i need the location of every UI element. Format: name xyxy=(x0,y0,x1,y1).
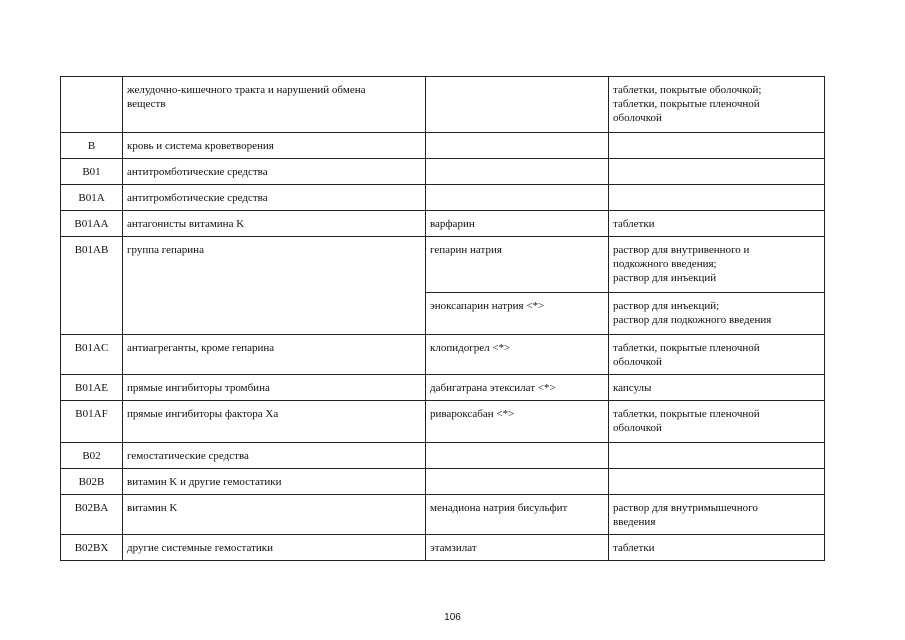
drug-name-cell xyxy=(426,185,609,211)
drug-name-cell xyxy=(426,133,609,159)
table-row xyxy=(61,443,825,469)
dosage-form-cell: капсулы xyxy=(609,375,825,401)
drug-name-cell: варфарин xyxy=(426,211,609,237)
atc-code-cell: B02BA xyxy=(61,495,123,535)
atc-code-cell: B01 xyxy=(61,159,123,185)
atc-code-cell: B02B xyxy=(61,469,123,495)
atc-group-name-cell: антагонисты витамина K xyxy=(123,211,426,237)
table-row xyxy=(61,77,825,133)
table-row xyxy=(61,401,825,443)
atc-group-name-cell: витамин K xyxy=(123,495,426,535)
drug-name-cell: дабигатрана этексилат <*> xyxy=(426,375,609,401)
atc-code-cell: B01A xyxy=(61,185,123,211)
dosage-form-cell: таблетки xyxy=(609,535,825,561)
atc-code-cell: B01AA xyxy=(61,211,123,237)
dosage-form-cell xyxy=(609,469,825,495)
drug-name-cell: эноксапарин натрия <*> xyxy=(426,293,609,335)
atc-group-name-cell: гемостатические средства xyxy=(123,443,426,469)
atc-group-name-cell: другие системные гемостатики xyxy=(123,535,426,561)
dosage-form-cell: таблетки xyxy=(609,211,825,237)
drug-name-cell xyxy=(426,469,609,495)
table-row xyxy=(61,211,825,237)
atc-group-name-cell: прямые ингибиторы тромбина xyxy=(123,375,426,401)
dosage-form-cell xyxy=(609,185,825,211)
table-row xyxy=(61,185,825,211)
dosage-form-cell: раствор для внутривенного и подкожного введения; раствор для инъекций xyxy=(609,237,825,293)
atc-group-name-cell: витамин K и другие гемостатики xyxy=(123,469,426,495)
drug-name-cell xyxy=(426,77,609,133)
dosage-form-cell xyxy=(609,443,825,469)
atc-group-name-cell: желудочно-кишечного тракта и нарушений обмена веществ xyxy=(123,77,426,133)
atc-drug-table xyxy=(60,76,825,561)
atc-group-name-cell: антитромботические средства xyxy=(123,185,426,211)
drug-name-cell: клопидогрел <*> xyxy=(426,335,609,375)
dosage-form-cell xyxy=(609,159,825,185)
atc-group-name-cell: антиагреганты, кроме гепарина xyxy=(123,335,426,375)
table-row xyxy=(61,469,825,495)
atc-code-cell: B02BX xyxy=(61,535,123,561)
table-row xyxy=(61,535,825,561)
dosage-form-cell: раствор для инъекций; раствор для подкожного введения xyxy=(609,293,825,335)
page-number: 106 xyxy=(444,612,461,623)
atc-group-name-cell: кровь и система кроветворения xyxy=(123,133,426,159)
atc-group-name-cell: группа гепарина xyxy=(123,237,426,335)
atc-code-cell: B02 xyxy=(61,443,123,469)
drug-name-cell xyxy=(426,159,609,185)
atc-code-cell: B01AB xyxy=(61,237,123,335)
atc-group-name-cell: антитромботические средства xyxy=(123,159,426,185)
drug-name-cell: гепарин натрия xyxy=(426,237,609,293)
table-row xyxy=(61,375,825,401)
atc-group-name-cell: прямые ингибиторы фактора Xa xyxy=(123,401,426,443)
atc-code-cell: B01AE xyxy=(61,375,123,401)
table-row xyxy=(61,133,825,159)
dosage-form-cell: таблетки, покрытые пленочной оболочкой xyxy=(609,335,825,375)
drug-name-cell: этамзилат xyxy=(426,535,609,561)
atc-code-cell: B01AC xyxy=(61,335,123,375)
table-row xyxy=(61,159,825,185)
dosage-form-cell: таблетки, покрытые оболочкой; таблетки, покрытые пленочной оболочкой xyxy=(609,77,825,133)
atc-code-cell: B xyxy=(61,133,123,159)
atc-code-cell xyxy=(61,77,123,133)
dosage-form-cell: раствор для внутримышечного введения xyxy=(609,495,825,535)
drug-name-cell: менадиона натрия бисульфит xyxy=(426,495,609,535)
atc-code-cell: B01AF xyxy=(61,401,123,443)
table-row xyxy=(61,335,825,375)
table-row xyxy=(61,237,825,293)
drug-name-cell xyxy=(426,443,609,469)
dosage-form-cell: таблетки, покрытые пленочной оболочкой xyxy=(609,401,825,443)
dosage-form-cell xyxy=(609,133,825,159)
table-row xyxy=(61,495,825,535)
drug-name-cell: ривароксабан <*> xyxy=(426,401,609,443)
